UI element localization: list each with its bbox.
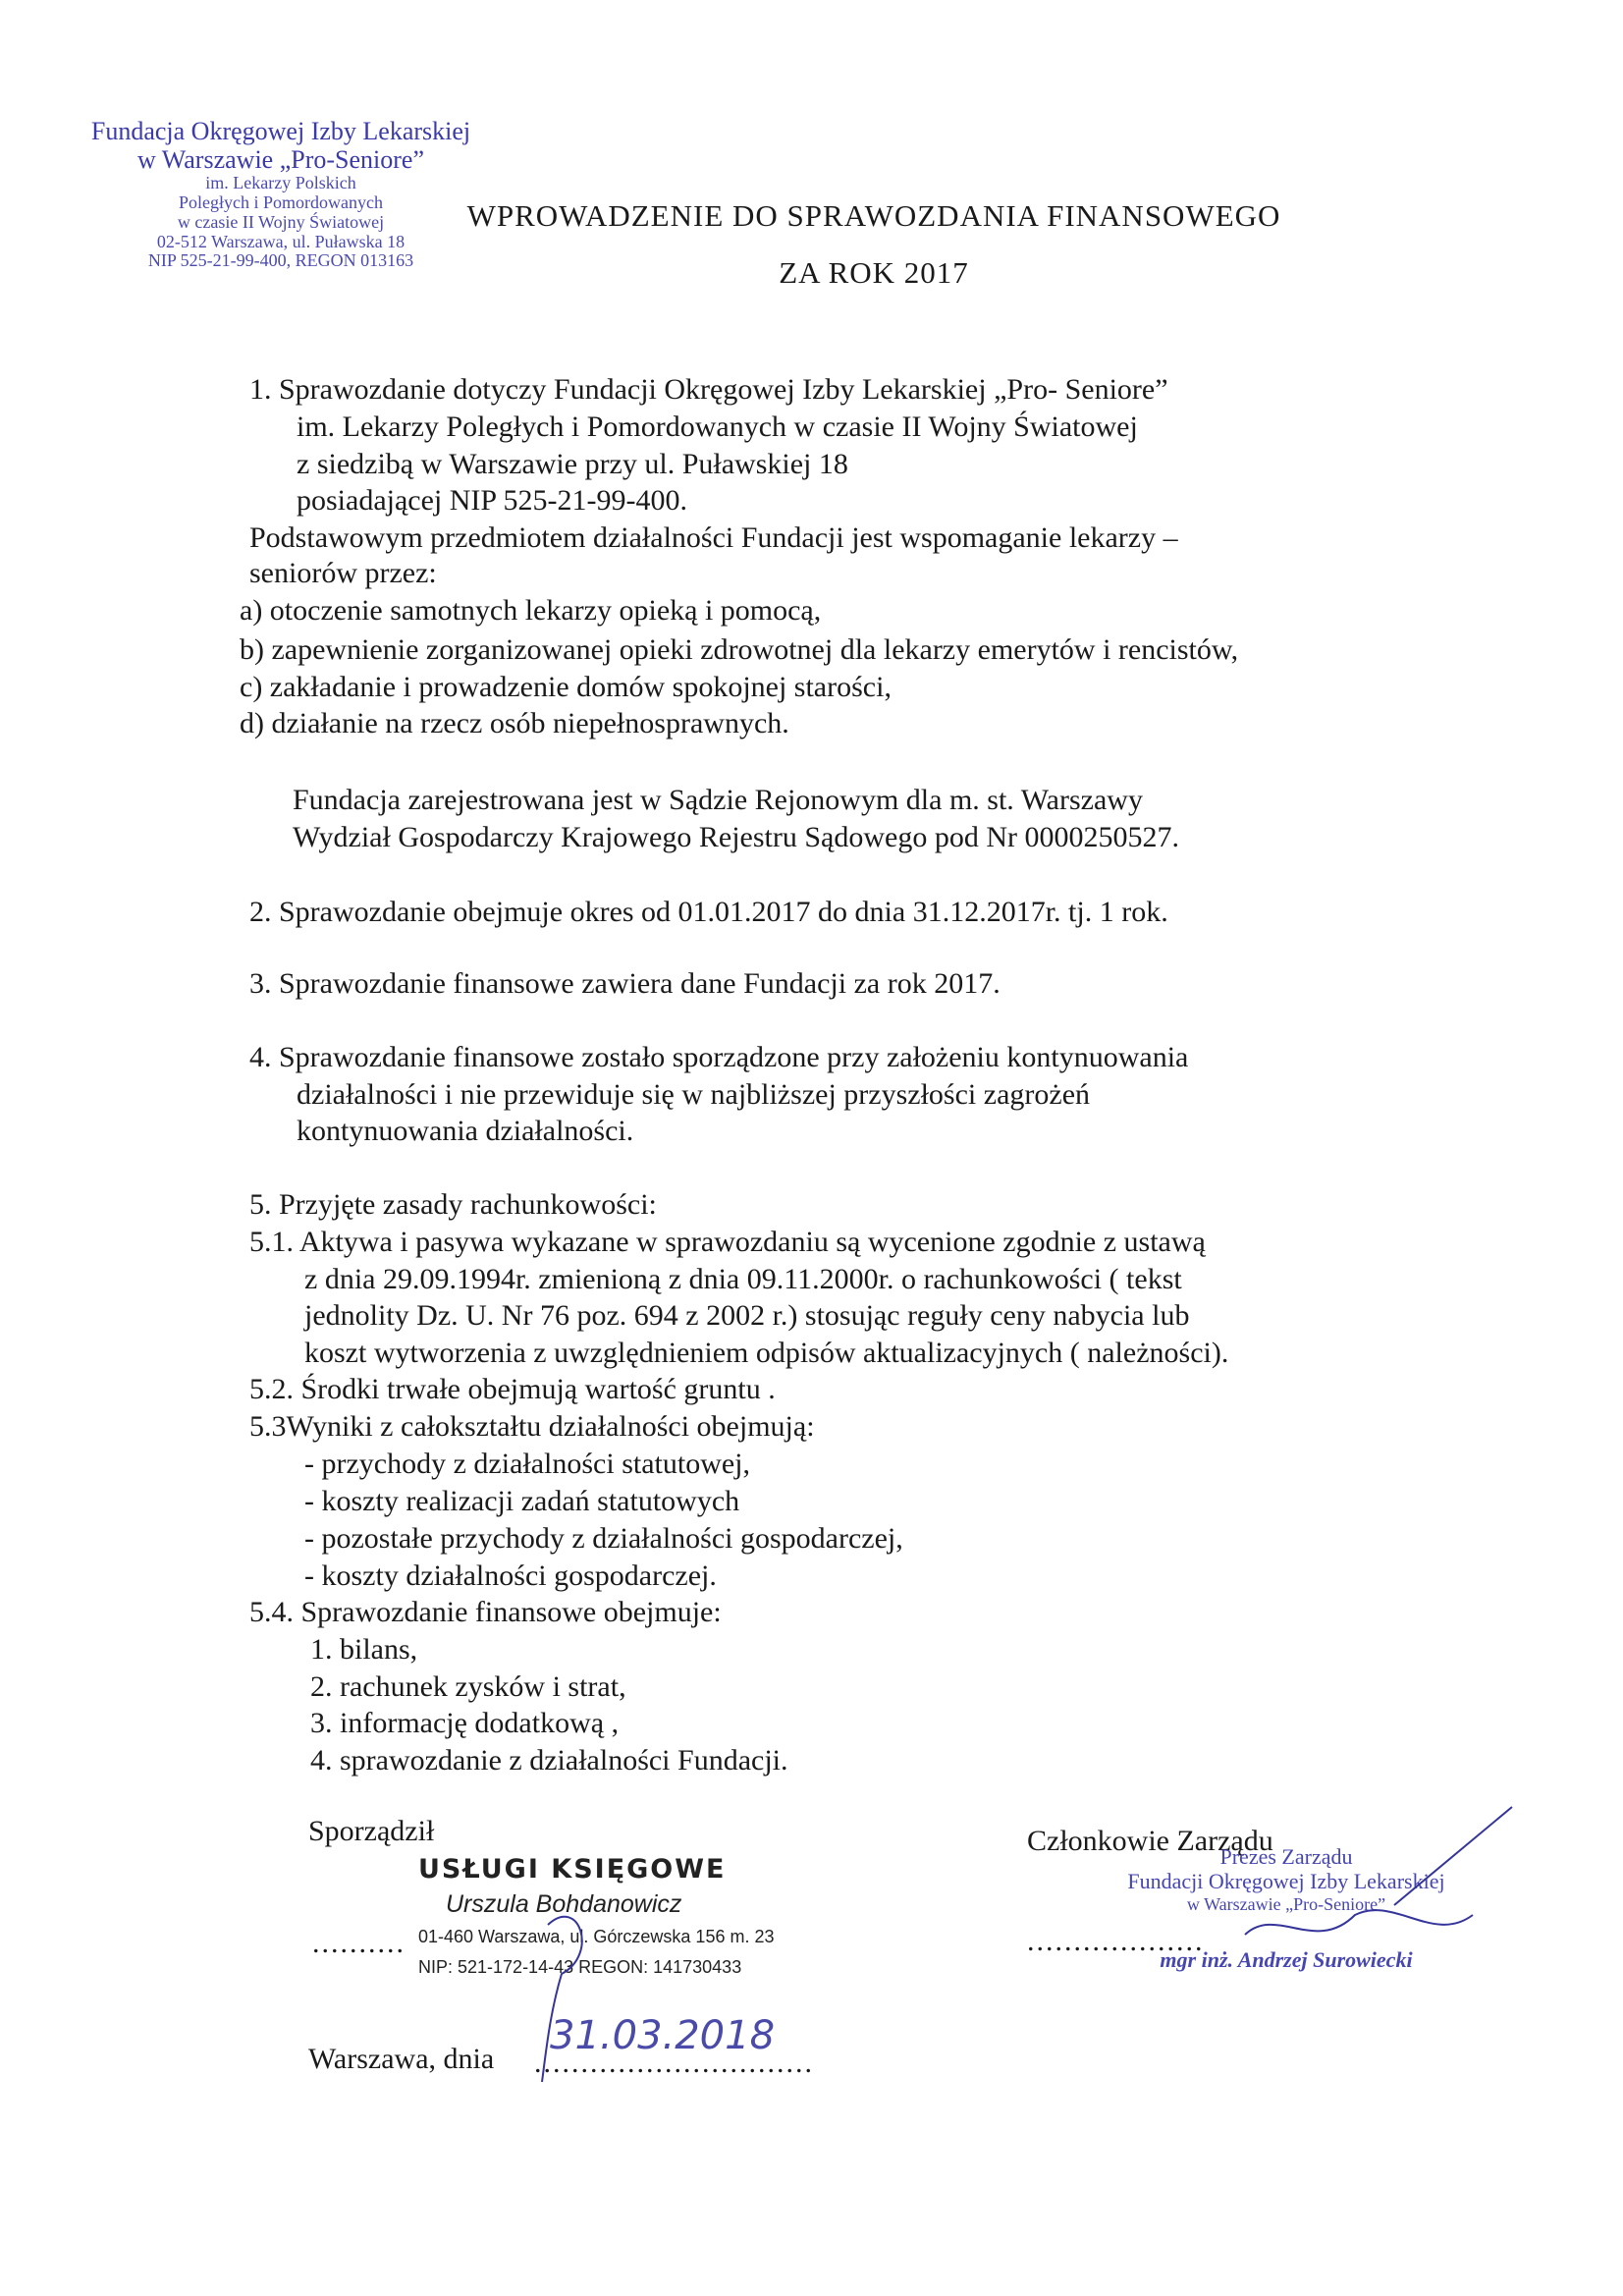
body-line: 4. Sprawozdanie finansowe zostało sporządzone przy założeniu kontynuowania	[249, 1041, 1189, 1073]
body-line: 5.2. Środki trwałe obejmują wartość gruntu .	[249, 1373, 776, 1405]
list-item: d) działanie na rzecz osób niepełnosprawnych.	[240, 707, 789, 739]
body-line: 1. Sprawozdanie dotyczy Fundacji Okręgowej Izby Lekarskiej „Pro- Seniore”	[249, 373, 1168, 406]
board-stamp-line-2: Fundacji Okręgowej Izby Lekarskiej	[1127, 1869, 1445, 1894]
list-item: - pozostałe przychody z działalności gospodarczej,	[304, 1522, 903, 1555]
body-line: Wydział Gospodarczy Krajowego Rejestru Sądowego pod Nr 0000250527.	[293, 821, 1179, 853]
list-item: a) otoczenie samotnych lekarzy opieką i pomocą,	[240, 594, 822, 627]
list-item: 4. sprawozdanie z działalności Fundacji.	[310, 1744, 788, 1777]
accounting-stamp-line-3: 01-460 Warszawa, ul. Górczewska 156 m. 23	[418, 1927, 775, 1946]
body-line: 5.1. Aktywa i pasywa wykazane w sprawozdaniu są wycenione zgodnie z ustawą	[249, 1226, 1206, 1258]
stamp-line-2: w Warszawie „Pro-Seniore”	[137, 144, 424, 174]
body-line: 2. Sprawozdanie obejmuje okres od 01.01.2017 do dnia 31.12.2017r. tj. 1 rok.	[249, 896, 1168, 928]
body-line: im. Lekarzy Poległych i Pomordowanych w czasie II Wojny Światowej	[297, 410, 1138, 443]
body-line: z siedzibą w Warszawie przy ul. Puławskiej 18	[297, 448, 848, 480]
list-item: c) zakładanie i prowadzenie domów spokojnej starości,	[240, 671, 892, 703]
document-subtitle: ZA ROK 2017	[779, 255, 969, 290]
accounting-stamp-line-2: Urszula Bohdanowicz	[446, 1890, 682, 1918]
list-item: - przychody z działalności statutowej,	[304, 1448, 751, 1480]
right-signature-stroke	[1245, 1807, 1512, 1935]
body-line: kontynuowania działalności.	[297, 1115, 634, 1147]
date-label: Warszawa, dnia	[308, 2043, 495, 2075]
body-line: z dnia 29.09.1994r. zmienioną z dnia 09.11.2000r. o rachunkowości ( tekst	[304, 1263, 1182, 1295]
list-item: b) zapewnienie zorganizowanej opieki zdrowotnej dla lekarzy emerytów i rencistów,	[240, 633, 1239, 666]
list-item: - koszty działalności gospodarczej.	[304, 1559, 717, 1592]
prepared-by-label: Sporządził	[308, 1815, 435, 1847]
list-item: 1. bilans,	[310, 1633, 418, 1666]
body-line: 5.3Wyniki z całokształtu działalności obejmują:	[249, 1410, 815, 1443]
body-line: posiadającej NIP 525-21-99-400.	[297, 484, 687, 517]
body-line: koszt wytworzenia z uwzględnieniem odpisów aktualizacyjnych ( należności).	[304, 1337, 1229, 1369]
stamp-line-7: NIP 525-21-99-400, REGON 013163	[147, 250, 414, 271]
body-line: działalności i nie przewiduje się w najbliższej przyszłości zagrożeń	[297, 1078, 1091, 1111]
date-dots: ..............................	[534, 2047, 814, 2079]
accounting-stamp-line-1: USŁUGI KSIĘGOWE	[418, 1854, 727, 1885]
signature-dots-left: ..........	[312, 1927, 406, 1959]
body-line: 3. Sprawozdanie finansowe zawiera dane Fundacji za rok 2017.	[249, 967, 1001, 1000]
body-line: Podstawowym przedmiotem działalności Fundacji jest wspomaganie lekarzy –	[249, 521, 1178, 554]
body-line: seniorów przez:	[249, 557, 437, 589]
stamp-line-4: Poległych i Pomordowanych	[179, 191, 383, 212]
board-members-label: Członkowie Zarządu	[1027, 1825, 1273, 1857]
board-stamp-line-1: Prezes Zarządu	[1219, 1844, 1353, 1869]
body-line: jednolity Dz. U. Nr 76 poz. 694 z 2002 r.) stosując reguły ceny nabycia lub	[304, 1299, 1190, 1332]
list-item: - koszty realizacji zadań statutowych	[304, 1485, 740, 1517]
stamp-line-6: 02-512 Warszawa, ul. Puławska 18	[156, 231, 406, 251]
handwritten-date: 31.03.2018	[550, 2013, 776, 2058]
body-line: 5.4. Sprawozdanie finansowe obejmuje:	[249, 1596, 722, 1628]
body-line: Fundacja zarejestrowana jest w Sądzie Rejonowym dla m. st. Warszawy	[293, 784, 1143, 816]
accounting-stamp-line-4: NIP: 521-172-14-43 REGON: 141730433	[418, 1957, 742, 1977]
board-stamp-line-3: w Warszawie „Pro-Seniore”	[1186, 1893, 1386, 1914]
signature-dots-right: ...................	[1027, 1925, 1205, 1957]
stamp-line-1: Fundacja Okręgowej Izby Lekarskiej	[90, 117, 471, 145]
body-line: 5. Przyjęte zasady rachunkowości:	[249, 1188, 657, 1221]
stamp-line-5: w czasie II Wojny Światowej	[177, 211, 385, 232]
list-item: 2. rachunek zysków i strat,	[310, 1670, 626, 1703]
stamp-line-3: im. Lekarzy Polskich	[205, 173, 356, 193]
list-item: 3. informację dodatkową ,	[310, 1707, 620, 1739]
board-stamp-line-4: mgr inż. Andrzej Surowiecki	[1160, 1947, 1413, 1973]
document-title: WPROWADZENIE DO SPRAWOZDANIA FINANSOWEGO	[466, 198, 1281, 233]
